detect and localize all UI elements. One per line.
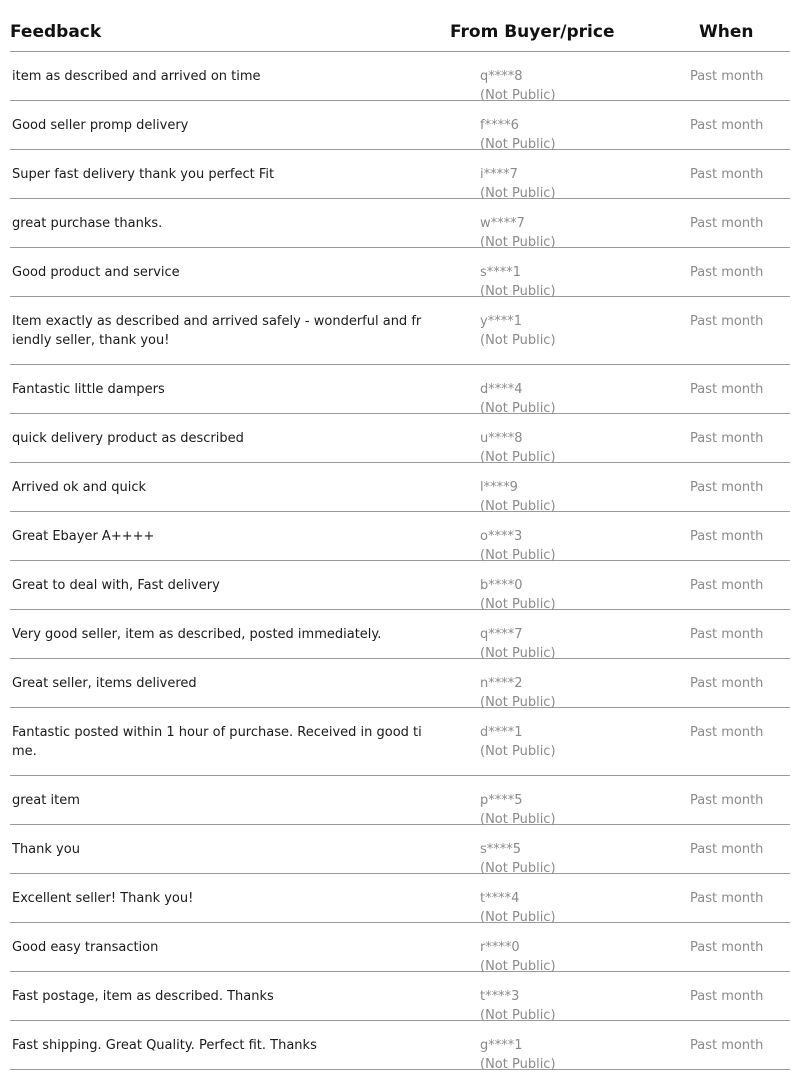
buyer-id: d****1: [480, 725, 523, 740]
buyer-id: t****3: [480, 989, 520, 1004]
price-visibility: (Not Public): [480, 597, 556, 612]
table-header: [10, 0, 790, 52]
price-visibility: (Not Public): [480, 1008, 556, 1023]
feedback-comment: Thank you: [12, 842, 80, 857]
buyer-id: d****4: [480, 382, 523, 397]
feedback-time: Past month: [690, 382, 764, 397]
buyer-id: o****3: [480, 529, 523, 544]
feedback-time: Past month: [690, 529, 764, 544]
price-visibility: (Not Public): [480, 959, 556, 974]
buyer-cell: [480, 263, 556, 301]
buyer-cell: [480, 840, 556, 878]
price-visibility: (Not Public): [480, 910, 556, 925]
feedback-comment: Great Ebayer A++++: [12, 529, 155, 544]
buyer-cell: [480, 312, 556, 350]
feedback-time: Past month: [690, 265, 764, 280]
feedback-comment: Arrived ok and quick: [12, 480, 147, 495]
table-row: [10, 512, 790, 561]
buyer-cell: [480, 67, 556, 105]
buyer-cell: [480, 116, 556, 154]
table-row: [10, 1021, 790, 1070]
buyer-cell: [480, 791, 556, 829]
table-body: [10, 52, 790, 1070]
feedback-comment: Good product and service: [12, 265, 180, 280]
price-visibility: (Not Public): [480, 186, 556, 201]
feedback-time: Past month: [690, 842, 764, 857]
feedback-comment: Excellent seller! Thank you!: [12, 891, 194, 906]
table-row: [10, 972, 790, 1021]
feedback-time: Past month: [690, 167, 764, 182]
buyer-cell: [480, 214, 556, 252]
feedback-comment: Fantastic little dampers: [12, 382, 165, 397]
feedback-comment: item as described and arrived on time: [12, 69, 261, 84]
feedback-comment: Good seller promp delivery: [12, 118, 189, 133]
buyer-id: p****5: [480, 793, 523, 808]
buyer-cell: [480, 1036, 556, 1074]
table-row: [10, 825, 790, 874]
feedback-comment: Good easy transaction: [12, 940, 159, 955]
table-row: [10, 365, 790, 414]
feedback-column-header: Feedback: [10, 22, 102, 42]
buyer-id: u****8: [480, 431, 523, 446]
table-row: [10, 923, 790, 972]
feedback-time: Past month: [690, 989, 764, 1004]
feedback-time: Past month: [690, 69, 764, 84]
feedback-comment: great item: [12, 793, 80, 808]
feedback-comment: Very good seller, item as described, posted immediately.: [12, 627, 382, 642]
feedback-time: Past month: [690, 1038, 764, 1053]
feedback-comment: Fast postage, item as described. Thanks: [12, 989, 274, 1004]
buyer-id: n****2: [480, 676, 523, 691]
feedback-comment: Item exactly as described and arrived safely - wonderful and friendly seller, thank you!: [12, 314, 422, 348]
buyer-cell: [480, 889, 556, 927]
buyer-cell: [480, 987, 556, 1025]
buyer-id: i****7: [480, 167, 518, 182]
feedback-time: Past month: [690, 676, 764, 691]
when-column-header: When: [699, 22, 754, 42]
price-visibility: (Not Public): [480, 333, 556, 348]
buyer-cell: [480, 723, 556, 761]
feedback-comment: Great seller, items delivered: [12, 676, 197, 691]
feedback-time: Past month: [690, 793, 764, 808]
price-visibility: (Not Public): [480, 744, 556, 759]
price-visibility: (Not Public): [480, 695, 556, 710]
feedback-time: Past month: [690, 118, 764, 133]
feedback-time: Past month: [690, 480, 764, 495]
feedback-time: Past month: [690, 940, 764, 955]
buyer-id: g****1: [480, 1038, 523, 1053]
price-visibility: (Not Public): [480, 548, 556, 563]
table-row: [10, 463, 790, 512]
buyer-id: t****4: [480, 891, 520, 906]
feedback-time: Past month: [690, 578, 764, 593]
buyer-cell: [480, 625, 556, 663]
buyer-cell: [480, 576, 556, 614]
table-row: [10, 610, 790, 659]
price-visibility: (Not Public): [480, 450, 556, 465]
table-row: [10, 874, 790, 923]
table-row: [10, 659, 790, 708]
price-visibility: (Not Public): [480, 812, 556, 827]
table-row: [10, 776, 790, 825]
buyer-column-header: From Buyer/price: [450, 22, 615, 42]
buyer-id: q****7: [480, 627, 523, 642]
price-visibility: (Not Public): [480, 401, 556, 416]
table-row: [10, 708, 790, 776]
feedback-time: Past month: [690, 431, 764, 446]
price-visibility: (Not Public): [480, 1057, 556, 1072]
buyer-id: f****6: [480, 118, 519, 133]
table-row: [10, 101, 790, 150]
price-visibility: (Not Public): [480, 861, 556, 876]
feedback-time: Past month: [690, 314, 764, 329]
feedback-table: [10, 0, 790, 1070]
buyer-cell: [480, 380, 556, 418]
buyer-cell: [480, 674, 556, 712]
price-visibility: (Not Public): [480, 235, 556, 250]
buyer-cell: [480, 429, 556, 467]
table-row: [10, 297, 790, 365]
buyer-cell: [480, 478, 556, 516]
buyer-cell: [480, 938, 556, 976]
table-row: [10, 52, 790, 101]
price-visibility: (Not Public): [480, 499, 556, 514]
buyer-id: q****8: [480, 69, 523, 84]
price-visibility: (Not Public): [480, 137, 556, 152]
table-row: [10, 414, 790, 463]
feedback-comment: Super fast delivery thank you perfect Fit: [12, 167, 275, 182]
buyer-id: l****9: [480, 480, 518, 495]
buyer-cell: [480, 527, 556, 565]
feedback-comment: Fantastic posted within 1 hour of purchase. Received in good time.: [12, 725, 422, 759]
table-row: [10, 199, 790, 248]
price-visibility: (Not Public): [480, 284, 556, 299]
buyer-id: r****0: [480, 940, 520, 955]
feedback-time: Past month: [690, 216, 764, 231]
buyer-cell: [480, 165, 556, 203]
buyer-id: w****7: [480, 216, 525, 231]
table-row: [10, 248, 790, 297]
feedback-time: Past month: [690, 725, 764, 740]
buyer-id: b****0: [480, 578, 523, 593]
feedback-time: Past month: [690, 891, 764, 906]
price-visibility: (Not Public): [480, 88, 556, 103]
feedback-comment: great purchase thanks.: [12, 216, 163, 231]
feedback-comment: Fast shipping. Great Quality. Perfect fit. Thanks: [12, 1038, 317, 1053]
buyer-id: s****1: [480, 265, 522, 280]
buyer-id: s****5: [480, 842, 522, 857]
table-row: [10, 561, 790, 610]
table-row: [10, 150, 790, 199]
feedback-comment: Great to deal with, Fast delivery: [12, 578, 220, 593]
buyer-id: y****1: [480, 314, 522, 329]
feedback-comment: quick delivery product as described: [12, 431, 244, 446]
feedback-time: Past month: [690, 627, 764, 642]
price-visibility: (Not Public): [480, 646, 556, 661]
